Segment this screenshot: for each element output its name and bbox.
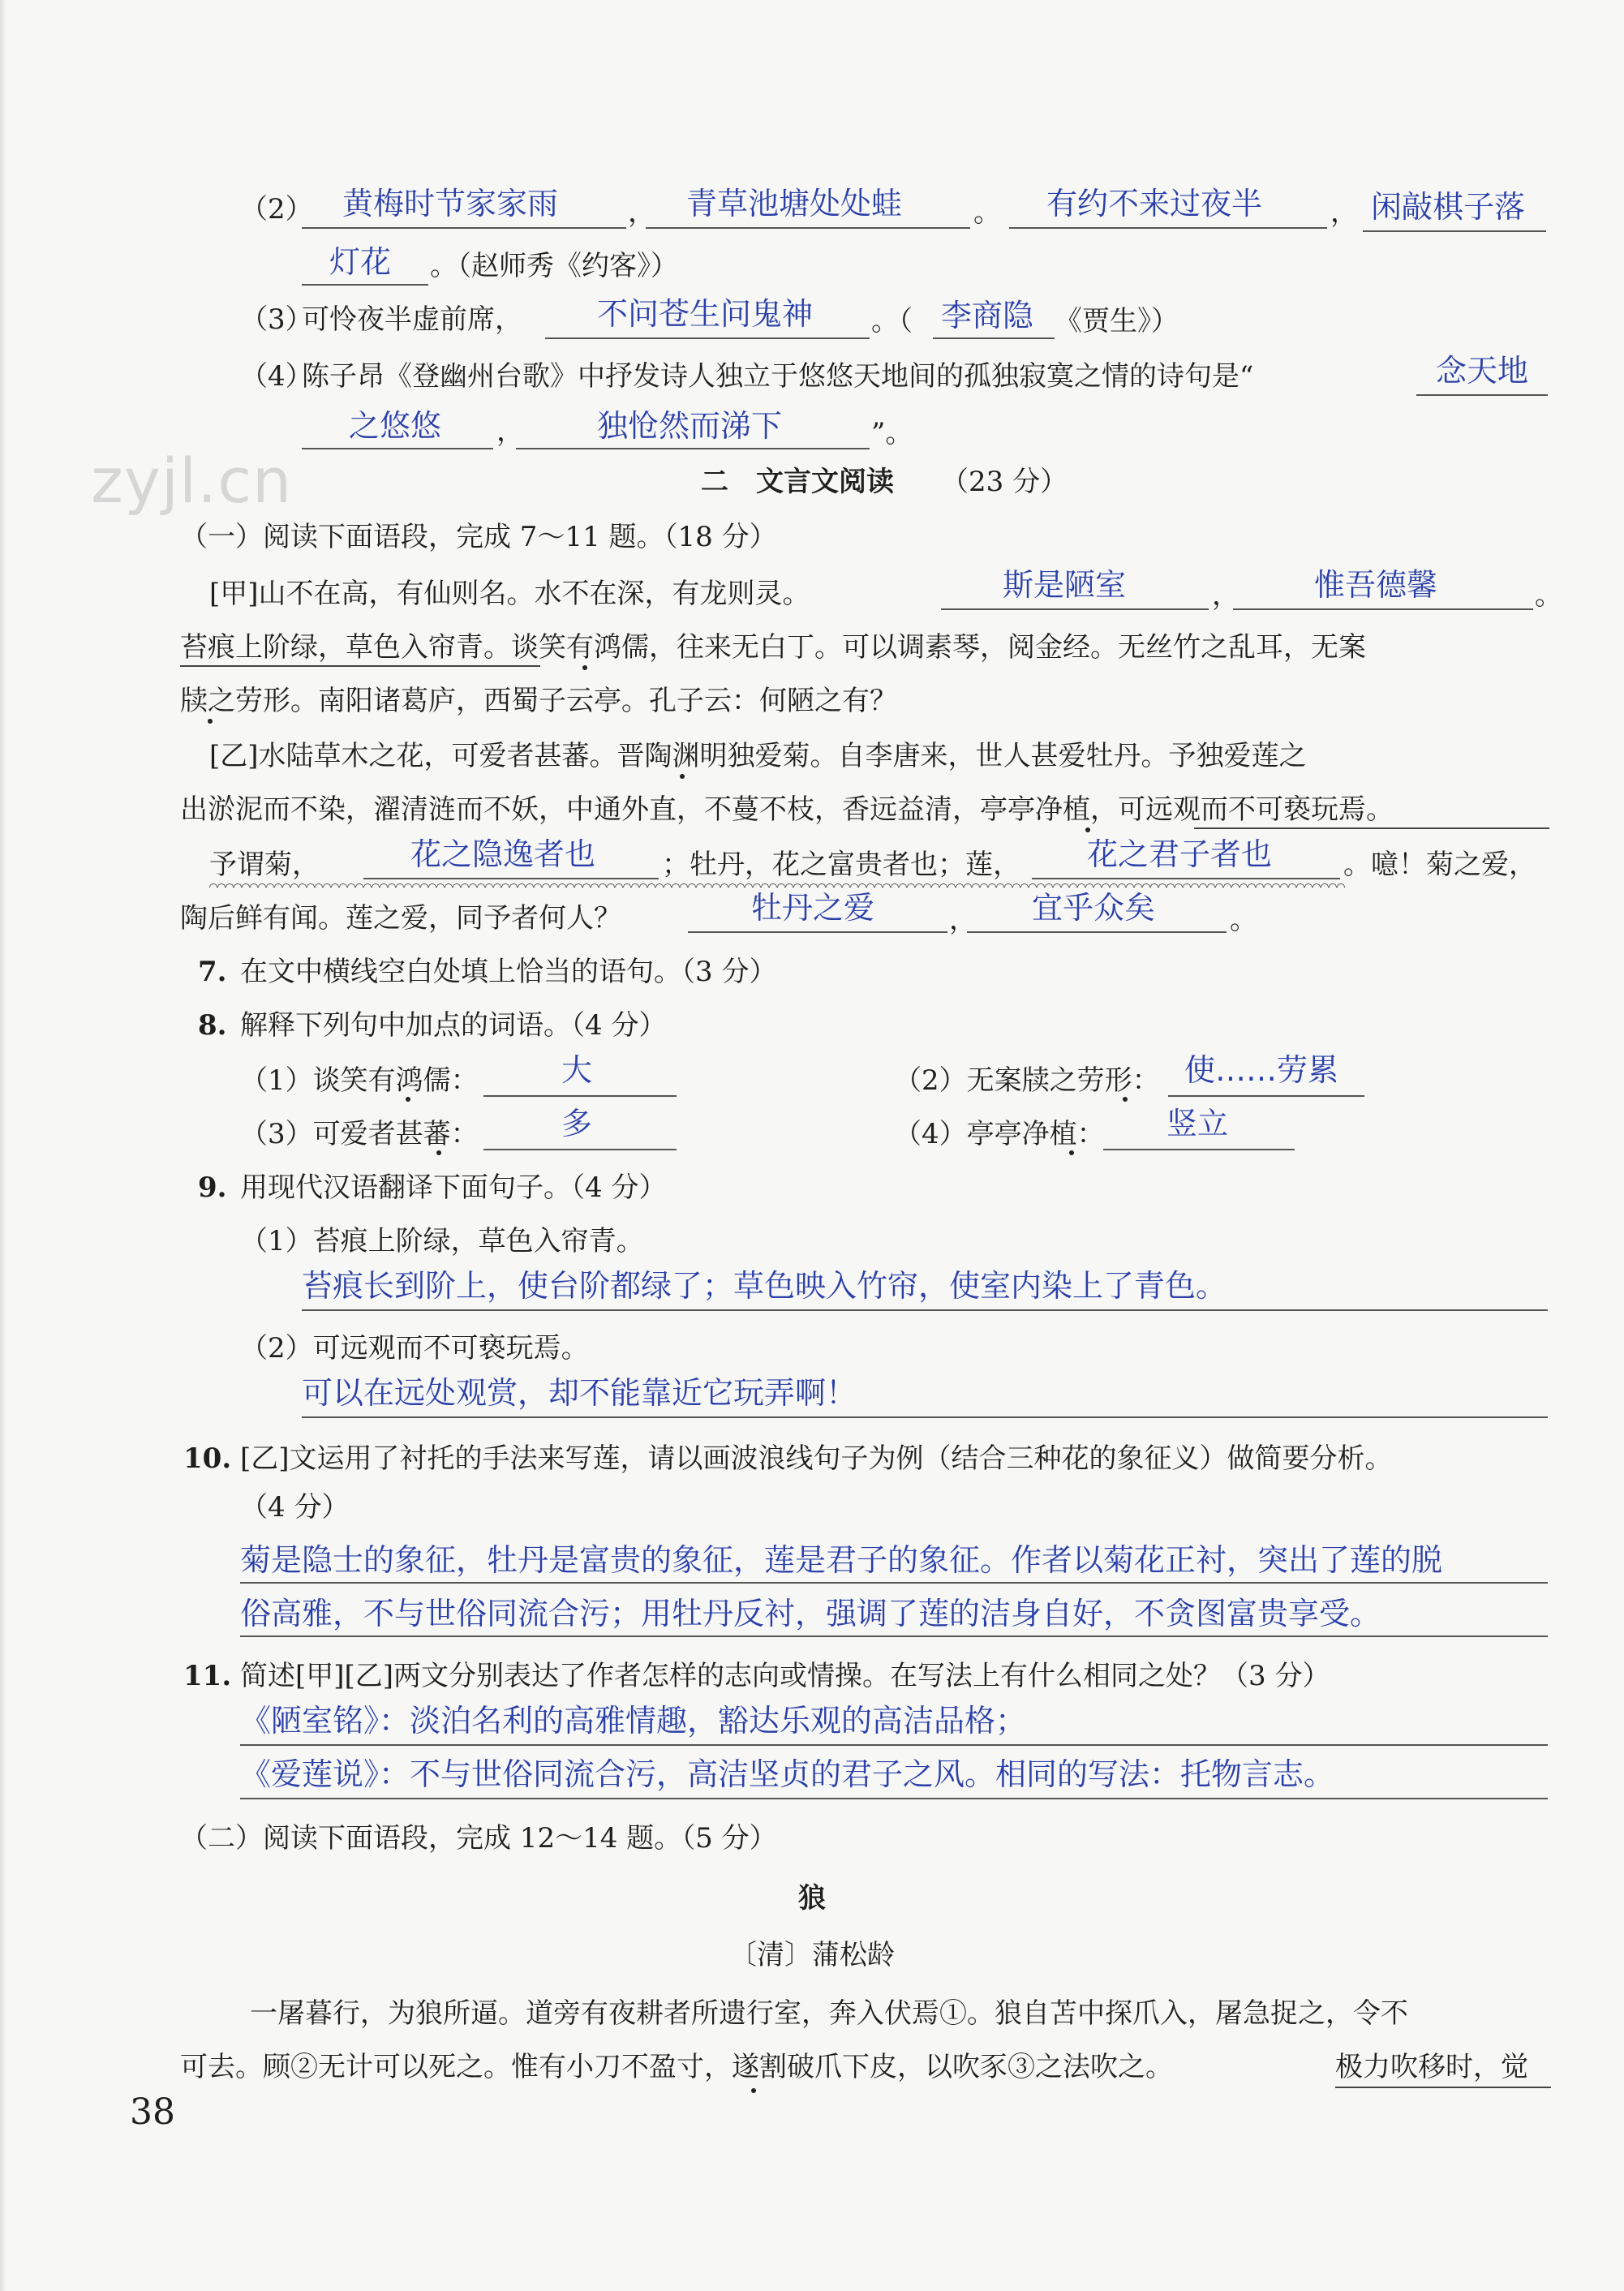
- q2-answer-4: 闲敲棋子落: [1371, 189, 1526, 225]
- q9-item-2: （2）可远观而不可亵玩焉。: [240, 1332, 589, 1365]
- q2-label: （2）: [240, 193, 313, 226]
- q9-blank-1: [302, 1309, 1548, 1311]
- q3-source: 《贾生》）: [1055, 305, 1179, 337]
- q8-blank-1: [483, 1095, 677, 1097]
- q8-blank-2: [1168, 1095, 1364, 1097]
- q2-blank-4b: [302, 284, 428, 286]
- emphasis-dot: [406, 1097, 410, 1102]
- q10-score: （4 分）: [240, 1491, 350, 1524]
- q4-answer-1b: 之悠悠: [349, 408, 442, 444]
- section-score: （23 分）: [941, 466, 1068, 498]
- yi-blank-3: [688, 931, 947, 933]
- yi-line-3a: 予谓菊，: [209, 849, 320, 881]
- q8-text: 解释下列句中加点的词语。（4 分）: [240, 1009, 667, 1042]
- emphasis-dot: [680, 774, 685, 779]
- q2-sep-3: ，: [1330, 196, 1358, 229]
- jia-underline: [180, 665, 540, 667]
- yi-answer-1: 花之隐逸者也: [410, 836, 596, 872]
- q2-blank-1: [302, 227, 626, 229]
- q10-text: [乙]文运用了衬托的手法来写莲，请以画波浪线句子为例（结合三种花的象征义）做简要分析。: [240, 1442, 1393, 1475]
- q2-answer-4b: 灯花: [329, 244, 392, 280]
- q3-mid: 。（: [871, 305, 913, 337]
- q2-sep-2: 。: [973, 196, 1001, 229]
- q3-text: 可怜夜半虚前席，: [302, 303, 522, 336]
- yi-line-4: 陶后鲜有闻。莲之爱，同予者何人？: [180, 902, 621, 935]
- q7-text: 在文中横线空白处填上恰当的语句。（3 分）: [240, 956, 777, 988]
- q8-item-4: （4）亭亭净植：: [894, 1118, 1105, 1150]
- q4-end: ”。: [871, 417, 913, 449]
- q11-text: 简述[甲][乙]两文分别表达了作者怎样的志向或情操。在写法上有什么相同之处？（3 分）: [240, 1660, 1330, 1692]
- q11-blank-1: [240, 1744, 1548, 1746]
- yi-answer-2: 花之君子者也: [1087, 836, 1273, 872]
- q11-answer-line-2: 《爱莲说》：不与世俗同流合污，高洁坚贞的君子之风。相同的写法：托物言志。: [240, 1756, 1335, 1792]
- q2-blank-3: [1009, 227, 1327, 229]
- emphasis-dot: [751, 2088, 756, 2093]
- jia-answer-1: 斯是陋室: [1003, 567, 1127, 603]
- q4-text: 陈子昂《登幽州台歌》中抒发诗人独立于悠悠天地间的孤独寂寞之情的诗句是“: [302, 360, 1254, 393]
- q4-answer-1: 念天地: [1436, 353, 1529, 389]
- q3-label: （3）: [240, 303, 313, 336]
- jia-end: 。: [1535, 579, 1562, 612]
- q10-number: 10.: [183, 1442, 232, 1475]
- q11-answer-line-1: 《陋室铭》：淡泊名利的高雅情趣，豁达乐观的高洁品格；: [240, 1703, 1027, 1739]
- jia-line-1: [甲]山不在高，有仙则名。水不在深，有龙则灵。: [209, 578, 810, 610]
- q10-blank-2: [240, 1636, 1548, 1637]
- q3-blank-1: [545, 337, 870, 339]
- emphasis-dot: [436, 1150, 441, 1155]
- jia-blank-2: [1233, 608, 1533, 610]
- jia-sep: ，: [1212, 579, 1239, 612]
- yi-sep: ，: [949, 904, 977, 936]
- q9-answer-1: 苔痕长到阶上，使台阶都绿了；草色映入竹帘，使室内染上了青色。: [302, 1268, 1227, 1304]
- part2-intro: （二）阅读下面语段，完成 12～14 题。（5 分）: [180, 1822, 777, 1855]
- q2-blank-4: [1363, 230, 1546, 232]
- q4-blank-2: [516, 448, 870, 449]
- q10-answer-line-2: 俗高雅，不与世俗同流合污；用牡丹反衬，强调了莲的洁身自好，不贪图富贵享受。: [240, 1596, 1381, 1631]
- jia-line-2: 苔痕上阶绿，草色入帘青。谈笑有鸿儒，往来无白丁。可以调素琴，阅金经。无丝竹之乱耳，无案: [180, 631, 1366, 664]
- q4-blank-1b: [302, 448, 493, 449]
- yi-blank-1: [363, 878, 659, 879]
- q8-number: 8.: [198, 1009, 227, 1042]
- q8-answer-3: 多: [561, 1106, 593, 1141]
- wolf-line-2a: 可去。顾②无计可以死之。惟有小刀不盈寸，遂割破爪下皮，以吹豕③之法吹之。: [180, 2051, 1173, 2083]
- yi-line-3c: 。噫！菊之爱，: [1343, 849, 1536, 881]
- q2-answer-1: 黄梅时节家家雨: [342, 186, 559, 221]
- q8-blank-4: [1103, 1149, 1295, 1150]
- q2-sep-1: ，: [628, 196, 655, 229]
- yi-line-2: 出淤泥而不染，濯清涟而不妖，中通外直，不蔓不枝，香远益清，亭亭净植，可远观而不可亵玩焉。: [180, 793, 1394, 826]
- q7-number: 7.: [198, 956, 227, 988]
- yi-answer-3: 牡丹之爱: [751, 890, 875, 926]
- yi-underline: [1194, 827, 1549, 829]
- q9-answer-2: 可以在远处观赏，却不能靠近它玩弄啊！: [302, 1375, 857, 1411]
- wolf-line-1: 一屠暮行，为狼所逼。道旁有夜耕者所遗行室，奔入伏焉①。狼自苫中探爪入，屠急捉之，令不: [250, 1997, 1408, 2030]
- q8-answer-2: 使……劳累: [1184, 1052, 1339, 1088]
- q4-answer-2: 独怆然而涕下: [597, 408, 783, 444]
- q9-blank-2: [302, 1416, 1548, 1418]
- q10-answer-line-1: 菊是隐士的象征，牡丹是富贵的象征，莲是君子的象征。作者以菊花正衬，突出了莲的脱: [240, 1542, 1443, 1578]
- q9-text: 用现代汉语翻译下面句子。（4 分）: [240, 1171, 667, 1204]
- q2-answer-2: 青草池塘处处蛙: [686, 186, 903, 221]
- q3-answer-1: 不问苍生问鬼神: [597, 296, 814, 332]
- wolf-title: 狼: [798, 1882, 826, 1915]
- wolf-author: 〔清〕蒲松龄: [729, 1939, 895, 1971]
- q2-blank-2: [646, 227, 970, 229]
- part1-intro: （一）阅读下面语段，完成 7～11 题。（18 分）: [180, 521, 777, 553]
- q3-blank-2: [933, 337, 1055, 339]
- yi-line-3b: ；牡丹，花之富贵者也；莲，: [662, 849, 1020, 881]
- watermark: zyjl.cn: [91, 445, 293, 517]
- wavy-underline: [209, 881, 1345, 888]
- q8-item-2: （2）无案牍之劳形：: [894, 1064, 1160, 1097]
- q3-answer-2: 李商隐: [941, 298, 1034, 333]
- emphasis-dot: [1069, 1150, 1074, 1155]
- yi-blank-4: [967, 931, 1227, 933]
- q9-number: 9.: [198, 1171, 227, 1204]
- q2-source: 。（赵师秀《约客》）: [430, 250, 678, 282]
- q8-item-3: （3）可爱者甚蕃：: [240, 1118, 479, 1150]
- wolf-underline: [1335, 2087, 1551, 2088]
- section-title: 二 文言文阅读: [701, 466, 894, 498]
- yi-end: 。: [1230, 904, 1257, 936]
- emphasis-dot: [1123, 1097, 1128, 1102]
- q9-item-1: （1）苔痕上阶绿，草色入帘青。: [240, 1225, 644, 1257]
- emphasis-dot: [1085, 827, 1090, 832]
- page-number: 38: [130, 2091, 175, 2133]
- q8-item-1: （1）谈笑有鸿儒：: [240, 1064, 479, 1097]
- q4-sep: ，: [496, 415, 524, 448]
- q11-blank-2: [240, 1798, 1548, 1799]
- q10-blank-1: [240, 1582, 1548, 1584]
- q4-blank-1: [1416, 394, 1548, 396]
- q8-answer-4: 竖立: [1166, 1106, 1229, 1141]
- jia-blank-1: [941, 608, 1209, 610]
- yi-blank-2: [1032, 878, 1340, 879]
- q4-label: （4）: [240, 360, 313, 393]
- wolf-line-2b: 极力吹移时，觉: [1335, 2051, 1528, 2083]
- yi-line-1: [乙]水陆草木之花，可爱者甚蕃。晋陶渊明独爱菊。自李唐来，世人甚爱牡丹。予独爱莲之: [209, 740, 1307, 772]
- q2-answer-3: 有约不来过夜半: [1046, 186, 1263, 221]
- jia-line-3: 牍之劳形。南阳诸葛庐，西蜀子云亭。孔子云：何陋之有？: [180, 685, 897, 717]
- q8-answer-1: 大: [561, 1052, 593, 1088]
- q11-number: 11.: [183, 1660, 232, 1692]
- emphasis-dot: [582, 665, 587, 670]
- yi-answer-4: 宜乎众矣: [1032, 890, 1156, 926]
- q8-blank-3: [483, 1149, 677, 1150]
- jia-answer-2: 惟吾德馨: [1314, 567, 1438, 603]
- emphasis-dot: [208, 719, 213, 724]
